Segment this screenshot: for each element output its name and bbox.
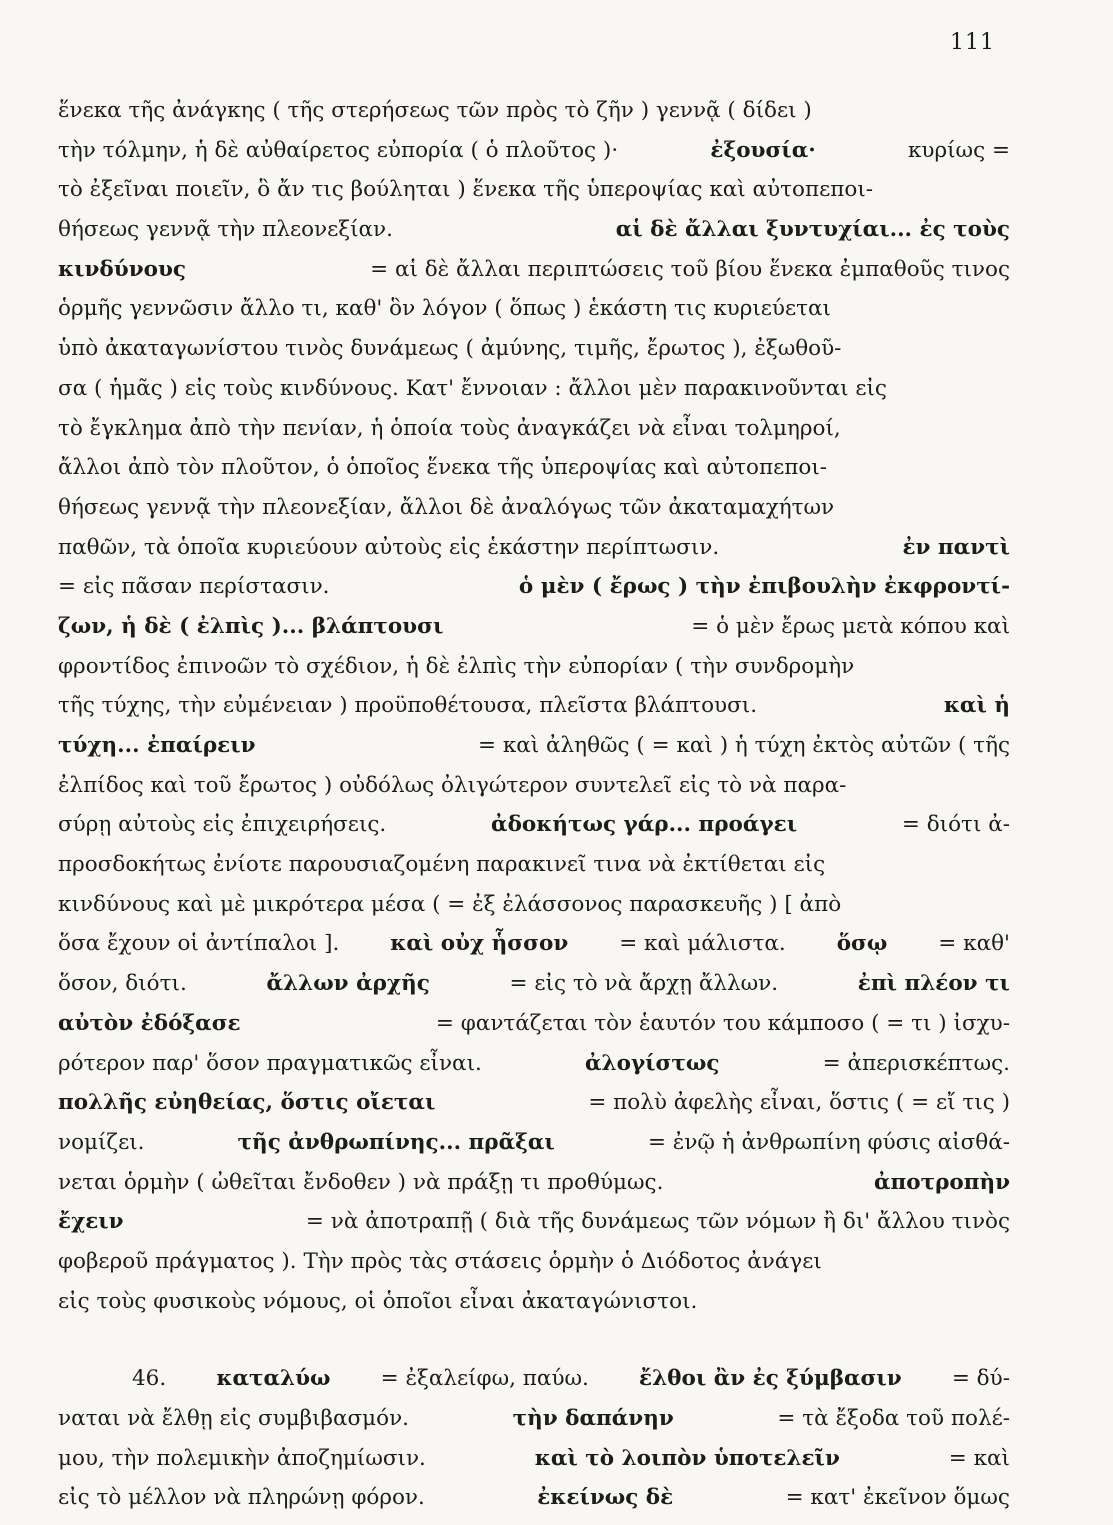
text-line	[58, 495, 1010, 535]
lemma-term: αὐτὸν ἐδόξασε	[58, 1010, 241, 1036]
lemma-term: ἔχειν	[58, 1209, 124, 1235]
text-line	[58, 971, 1010, 1011]
text-run: θήσεως γεννᾷ τὴν πλεονεξίαν.	[58, 217, 393, 243]
lemma-term: καὶ ἡ	[943, 693, 1010, 719]
text-line	[58, 1209, 1010, 1249]
text-line	[58, 177, 1010, 217]
lemma-term: αἱ δὲ ἄλλαι ξυντυχίαι... ἐς τοὺς	[615, 217, 1010, 243]
lemma-term: ὁ μὲν ( ἔρως ) τὴν ἐπιβουλὴν ἐκφροντί-	[518, 574, 1010, 600]
lemma-term: ἐν παντὶ	[902, 534, 1010, 560]
text-line	[58, 773, 1010, 813]
text-run: παθῶν, τὰ ὁποῖα κυριεύουν αὐτοὺς εἰς ἑκάστην περίπτωσιν.	[58, 534, 720, 560]
text-run: τὸ ἔγκλημα ἀπὸ τὴν πενίαν, ἡ ὁποία τοὺς ἀναγκάζει νὰ εἶναι τολμηροί,	[58, 415, 841, 441]
text-line	[58, 376, 1010, 416]
text-line	[58, 535, 1010, 575]
text-run: = εἰς τὸ νὰ ἄρχῃ ἄλλων.	[509, 971, 779, 997]
text-line	[58, 1366, 1010, 1406]
text-line	[58, 1051, 1010, 1091]
text-run: = νὰ ἀποτραπῇ ( διὰ τῆς δυνάμεως τῶν νόμων ἢ δι' ἄλλου τινὸς	[305, 1209, 1010, 1235]
paragraph-commentary	[58, 98, 1010, 1328]
text-run: εἰς τοὺς φυσικοὺς νόμους, οἱ ὁποῖοι εἶναι ἀκαταγώνιστοι.	[58, 1288, 698, 1314]
lemma-term: ἀδοκήτως γάρ... προάγει	[491, 812, 798, 838]
text-run: φροντίδος ἐπινοῶν τὸ σχέδιον, ἡ δὲ ἐλπὶς τὴν εὐπορίαν ( τὴν συνδρομὴν	[58, 653, 855, 679]
text-line	[58, 574, 1010, 614]
lemma-term: τῆς ἀνθρωπίνης... πρᾶξαι	[237, 1129, 555, 1155]
text-line	[58, 1130, 1010, 1170]
text-line	[58, 1446, 1010, 1486]
text-run: εἰς τὸ μέλλον νὰ πληρώνῃ φόρον.	[58, 1485, 425, 1511]
text-line	[58, 892, 1010, 932]
text-line	[58, 296, 1010, 336]
text-run: = καὶ μάλιστα.	[619, 931, 786, 957]
text-run: = εἰς πᾶσαν περίστασιν.	[58, 574, 330, 600]
text-run: ἕνεκα τῆς ἀνάγκης ( τῆς στερήσεως τῶν πρὸς τὸ ζῆν ) γεννᾷ ( δίδει )	[58, 98, 812, 123]
text-run: = καὶ	[948, 1445, 1010, 1471]
text-run: ὅσα ἔχουν οἱ ἀντίπαλοι ].	[58, 931, 340, 957]
text-line	[58, 138, 1010, 178]
text-run: μου, τὴν πολεμικὴν ἀποζημίωσιν.	[58, 1445, 426, 1471]
lemma-term: τύχη... ἐπαίρειν	[58, 733, 256, 758]
text-run: = αἱ δὲ ἄλλαι περιπτώσεις τοῦ βίου ἕνεκα ἐμπαθοῦς τινος	[370, 256, 1010, 282]
text-line	[58, 931, 1010, 971]
text-line	[58, 654, 1010, 694]
page-number: 111	[950, 30, 995, 55]
text-run: ρότερον παρ' ὅσον πραγματικῶς εἶναι.	[58, 1050, 482, 1076]
text-line	[58, 1170, 1010, 1210]
lemma-term: ἐκείνως δὲ	[537, 1485, 674, 1511]
text-line	[58, 416, 1010, 456]
text-line	[58, 1485, 1010, 1525]
text-run: = δύ-	[951, 1366, 1010, 1392]
lemma-term: καὶ οὐχ ἧσσον	[390, 931, 569, 957]
text-line	[58, 336, 1010, 376]
lemma-term: ἐξουσία·	[710, 137, 816, 163]
text-line	[58, 812, 1010, 852]
text-run: ἄλλοι ἀπὸ τὸν πλοῦτον, ὁ ὁποῖος ἕνεκα τῆς ὑπεροψίας καὶ αὐτοπεποι-	[58, 455, 828, 481]
text-line	[58, 614, 1010, 654]
text-run: = καθ'	[938, 931, 1010, 957]
text-line	[58, 1406, 1010, 1446]
text-run: τῆς τύχης, τὴν εὐμένειαν ) προϋποθέτουσα, πλεῖστα βλάπτουσι.	[58, 693, 758, 719]
text-line	[58, 98, 1010, 138]
lemma-term: καταλύω	[216, 1366, 331, 1392]
text-line	[58, 1289, 1010, 1329]
text-run: = ὁ μὲν ἔρως μετὰ κόπου καὶ	[691, 613, 1010, 639]
text-run: = καὶ ἀληθῶς ( = καὶ ) ἡ τύχη ἐκτὸς αὐτῶν ( τῆς	[477, 733, 1010, 758]
text-run: σα ( ἡμᾶς ) εἰς τοὺς κινδύνους. Κατ' ἔννοιαν : ἄλλοι μὲν παρακινοῦνται εἰς	[58, 375, 887, 401]
text-run: = κατ' ἐκεῖνον ὅμως	[785, 1485, 1010, 1511]
lemma-term: πολλῆς εὐηθείας, ὅστις οἴεται	[58, 1090, 436, 1116]
lemma-term: κινδύνους	[58, 256, 186, 282]
text-run: νομίζει.	[58, 1129, 145, 1155]
text-run: = φαντάζεται τὸν ἑαυτόν του κάμποσο ( = τι ) ἰσχυ-	[435, 1010, 1010, 1036]
lemma-term: ἔλθοι ἂν ἐς ξύμβασιν	[639, 1366, 902, 1392]
text-run: σύρῃ αὐτοὺς εἰς ἐπιχειρήσεις.	[58, 812, 387, 838]
text-run: νεται ὁρμὴν ( ὠθεῖται ἔνδοθεν ) νὰ πράξῃ τι προθύμως.	[58, 1169, 664, 1195]
text-run: = διότι ἀ-	[901, 812, 1010, 838]
text-line	[58, 733, 1010, 773]
text-line	[58, 1249, 1010, 1289]
paragraph-46	[58, 1366, 1010, 1525]
lemma-term: ἀλογίστως	[584, 1050, 720, 1076]
text-line	[58, 852, 1010, 892]
text-run: τὸ ἐξεῖναι ποιεῖν, ὃ ἄν τις βούληται ) ἕνεκα τῆς ὑπεροψίας καὶ αὐτοπεποι-	[58, 177, 874, 203]
lemma-term: καὶ τὸ λοιπὸν ὑποτελεῖν	[534, 1445, 840, 1471]
text-run: = τὰ ἔξοδα τοῦ πολέ-	[777, 1406, 1010, 1431]
text-line	[58, 1011, 1010, 1051]
text-run: 46.	[132, 1366, 167, 1392]
text-run: κινδύνους καὶ μὲ μικρότερα μέσα ( = ἐξ ἐλάσσονος παρασκευῆς ) [ ἀπὸ	[58, 891, 842, 917]
text-line	[58, 693, 1010, 733]
text-run: = ἐξαλείφω, παύω.	[380, 1366, 589, 1392]
text-line	[58, 257, 1010, 297]
lemma-term: ὅσῳ	[836, 931, 888, 957]
lemma-term: τὴν δαπάνην	[512, 1406, 674, 1431]
text-run: τὴν τόλμην, ἡ δὲ αὐθαίρετος εὐπορία ( ὁ πλοῦτος )·	[58, 137, 619, 163]
text-line	[58, 455, 1010, 495]
text-run: προσδοκήτως ἐνίοτε παρουσιαζομένη παρακινεῖ τινα νὰ ἐκτίθεται εἰς	[58, 852, 826, 878]
text-run: ὑπὸ ἀκαταγωνίστου τινὸς δυνάμεως ( ἀμύνης, τιμῆς, ἔρωτος ), ἐξωθοῦ-	[58, 336, 842, 362]
text-run: = πολὺ ἀφελὴς εἶναι, ὅστις ( = εἴ τις )	[588, 1090, 1010, 1116]
text-run: ἐλπίδος καὶ τοῦ ἔρωτος ) οὐδόλως ὀλιγώτερον συντελεῖ εἰς τὸ νὰ παρα-	[58, 772, 847, 798]
text-line	[58, 1090, 1010, 1130]
paragraph-gap	[58, 1328, 1010, 1366]
lemma-term: ἐπὶ πλέον τι	[857, 971, 1010, 997]
page-body	[58, 98, 1010, 1525]
lemma-term: ἀποτροπὴν	[873, 1169, 1010, 1195]
text-run: ὁρμῆς γεννῶσιν ἄλλο τι, καθ' ὃν λόγον ( ὅπως ) ἑκάστη τις κυριεύεται	[58, 296, 831, 322]
text-run: = ἀπερισκέπτως.	[822, 1050, 1010, 1076]
text-run: φοβεροῦ πράγματος ). Τὴν πρὸς τὰς στάσεις ὁρμὴν ὁ Διόδοτος ἀνάγει	[58, 1248, 822, 1274]
text-run: κυρίως =	[907, 137, 1010, 163]
text-run: ὅσον, διότι.	[58, 971, 187, 997]
text-run: = ἐνῷ ἡ ἀνθρωπίνη φύσις αἰσθά-	[647, 1129, 1010, 1155]
lemma-term: ἄλλων ἀρχῆς	[266, 971, 430, 997]
text-run: ναται νὰ ἔλθῃ εἰς συμβιβασμόν.	[58, 1406, 409, 1431]
text-line	[58, 217, 1010, 257]
text-run: θήσεως γεννᾷ τὴν πλεονεξίαν, ἄλλοι δὲ ἀναλόγως τῶν ἀκαταμαχήτων	[58, 494, 835, 520]
lemma-term: ζων, ἡ δὲ ( ἐλπὶς )... βλάπτουσι	[58, 613, 444, 639]
